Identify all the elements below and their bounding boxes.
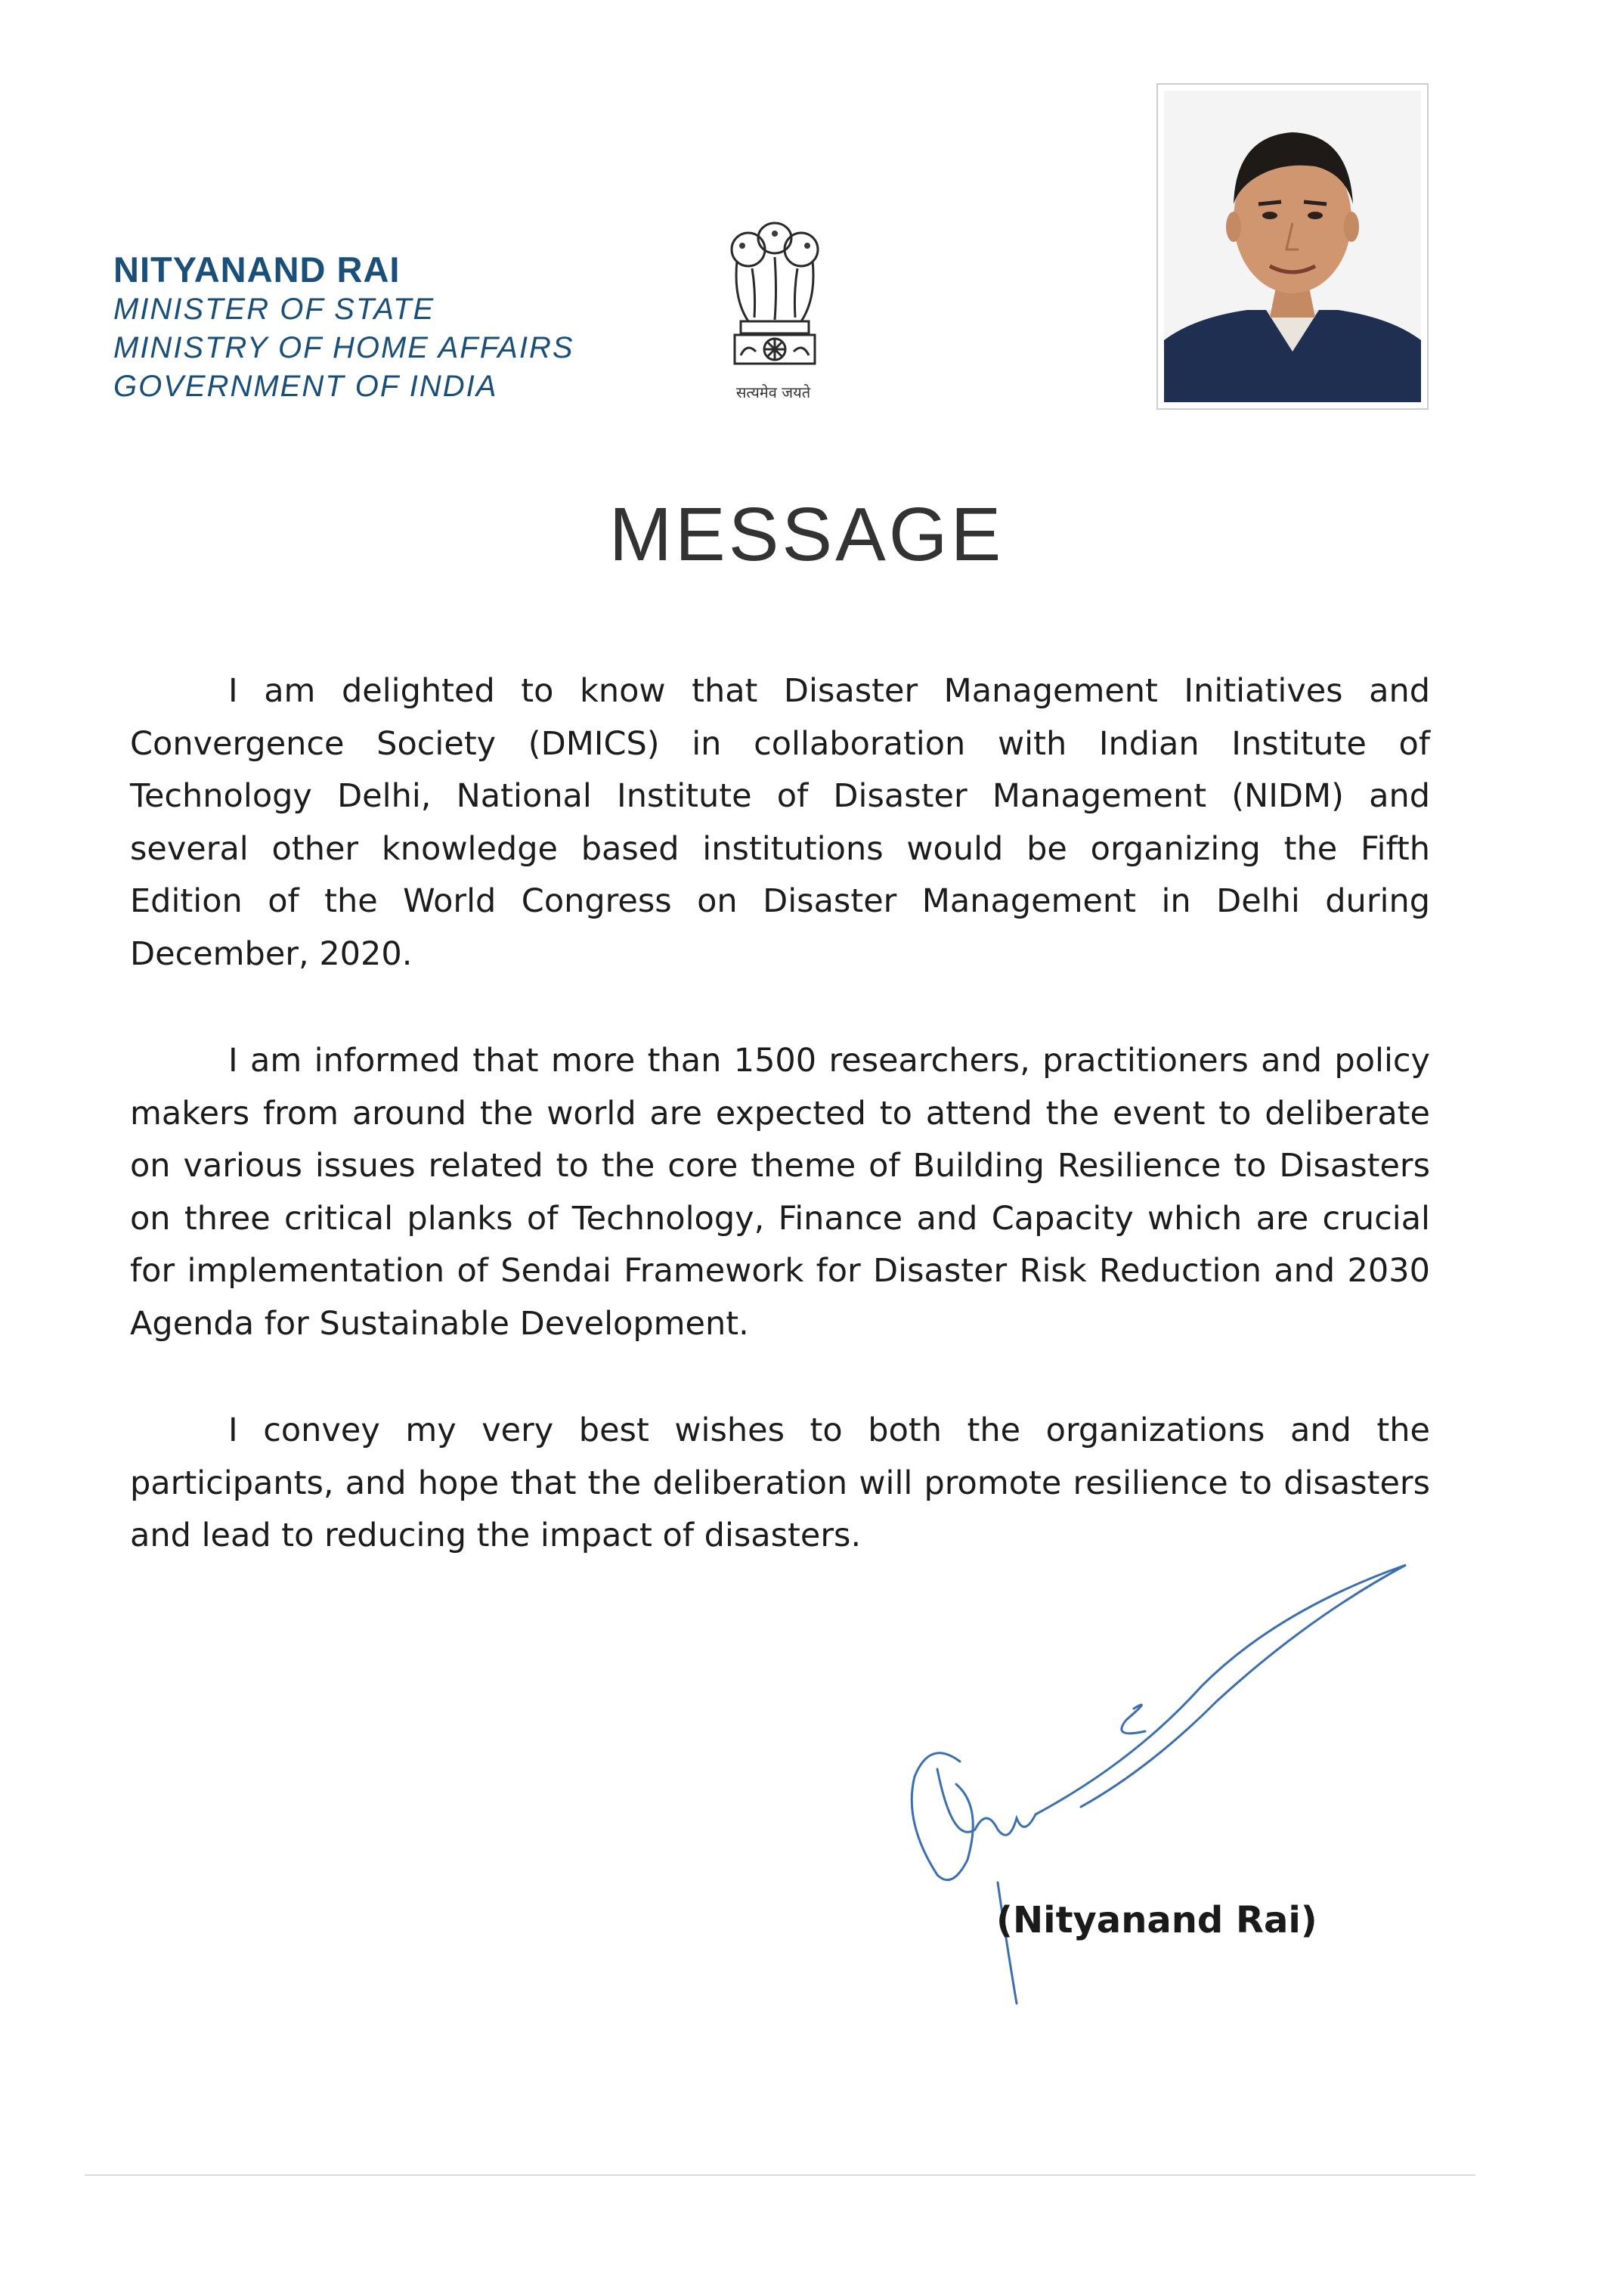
footer-divider bbox=[85, 2174, 1475, 2176]
message-paragraph: I am delighted to know that Disaster Management Initiatives and Convergence Society (DMICS) in collaboration with Indian Institute of Technology Delhi, National Institute of Disaster Management (NIDM) and several other knowledge based institutions would be organizing the Fifth Edition of the World Congress on Disaster Management in Delhi during December, 2020. bbox=[130, 672, 1430, 973]
message-paragraph: I am informed that more than 1500 researchers, practitioners and policy makers from around the world are expected to attend the event to deliberate on various issues related to the core theme of Building Resilience to Disasters on three critical planks of Technology, Finance and Capacity which are crucial for implementation of Sendai Framework for Disaster Risk Reduction and 2030 Agenda for Sustainable Development. bbox=[130, 1042, 1430, 1343]
message-paragraph: I convey my very best wishes to both the organizations and the participants, and hope that the deliberation will promote resilience to disasters and lead to reducing the impact of disasters. bbox=[130, 1411, 1430, 1554]
ministry-name: MINISTRY OF HOME AFFAIRS bbox=[113, 331, 574, 364]
handwritten-signature bbox=[884, 1557, 1444, 2011]
minister-info bbox=[113, 249, 574, 406]
national-emblem-icon bbox=[718, 215, 831, 404]
minister-designation: MINISTER OF STATE bbox=[113, 293, 435, 326]
minister-photo-frame bbox=[1156, 83, 1429, 410]
government-name: GOVERNMENT OF INDIA bbox=[113, 370, 498, 403]
emblem-motto: सत्यमेव जयते bbox=[735, 383, 811, 401]
message-body bbox=[130, 665, 1430, 1617]
page-title: MESSAGE bbox=[608, 492, 1005, 577]
signatory-name: (Nityanand Rai) bbox=[996, 1899, 1317, 1941]
minister-name: NITYANAND RAI bbox=[113, 249, 401, 290]
minister-photo bbox=[1164, 91, 1421, 402]
